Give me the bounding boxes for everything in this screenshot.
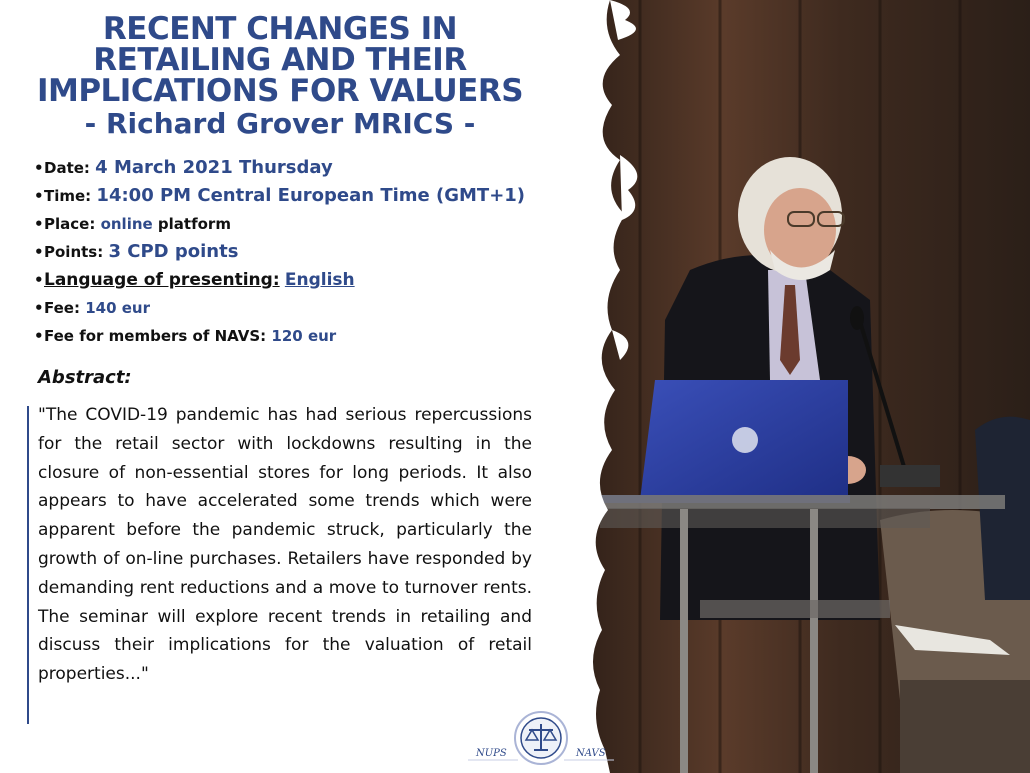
time-label: Time: [44, 187, 92, 205]
event-title [10, 11, 550, 141]
time-value: 14:00 PM Central European Time (GMT+1) [96, 185, 526, 206]
bullet-icon: • [34, 299, 44, 317]
speaker-name: - Richard Grover MRICS - [84, 107, 476, 140]
language-label: Language of presenting: [44, 270, 280, 290]
abstract-text: "The COVID-19 pandemic has had serious repercussions for the retail sector with lockdowns resulting in the closure of non-essential stores for long periods. It also appears to have accelerated some trends which were apparent before the pandemic struck, particularly the growth of on-line purchases. Retailers have responded by demanding rent reductions and a move to turnover rents. The seminar will explore recent trends in retailing and discuss their implications for the valuation of retail properties..." [38, 405, 532, 685]
date-row: •Date: 4 March 2021 Thursday [34, 154, 554, 182]
language-value: English [284, 270, 355, 290]
abstract-heading: Abstract: [38, 367, 132, 388]
abstract-accent-bar [27, 406, 29, 724]
title-line-1: RECENT CHANGES IN [102, 11, 458, 47]
fee-value: 140 eur [85, 299, 151, 317]
member-fee-label: Fee for members of NAVS: [44, 327, 267, 345]
place-value: online [100, 215, 153, 233]
date-value: 4 March 2021 Thursday [95, 157, 333, 178]
points-label: Points: [44, 243, 104, 261]
bullet-icon: • [34, 271, 44, 289]
place-label: Place: [44, 215, 96, 233]
time-row [34, 182, 554, 210]
bullet-icon: • [34, 215, 44, 233]
points-value: 3 CPD points [108, 241, 239, 262]
date-label: Date [44, 159, 84, 177]
logo-right-text: NAVS [576, 748, 606, 759]
bullet-icon: • [34, 327, 44, 345]
logo-left-text: NUPS [476, 748, 507, 759]
fee-label: Fee: [44, 299, 80, 317]
member-fee-value: 120 eur [271, 327, 337, 345]
bullet-icon: • [34, 243, 44, 261]
fee-row [34, 294, 554, 322]
points-row [34, 238, 554, 266]
member-fee-row [34, 322, 554, 350]
title-line-2: RETAILING AND THEIR [93, 42, 467, 78]
place-suffix: platform [157, 215, 231, 233]
bullet-icon: • [34, 159, 44, 177]
event-details [34, 154, 554, 350]
place-row [34, 210, 554, 238]
association-logo [466, 710, 616, 770]
language-row [34, 266, 554, 294]
bullet-icon: • [34, 187, 44, 205]
title-line-3: IMPLICATIONS FOR VALUERS [36, 73, 524, 109]
